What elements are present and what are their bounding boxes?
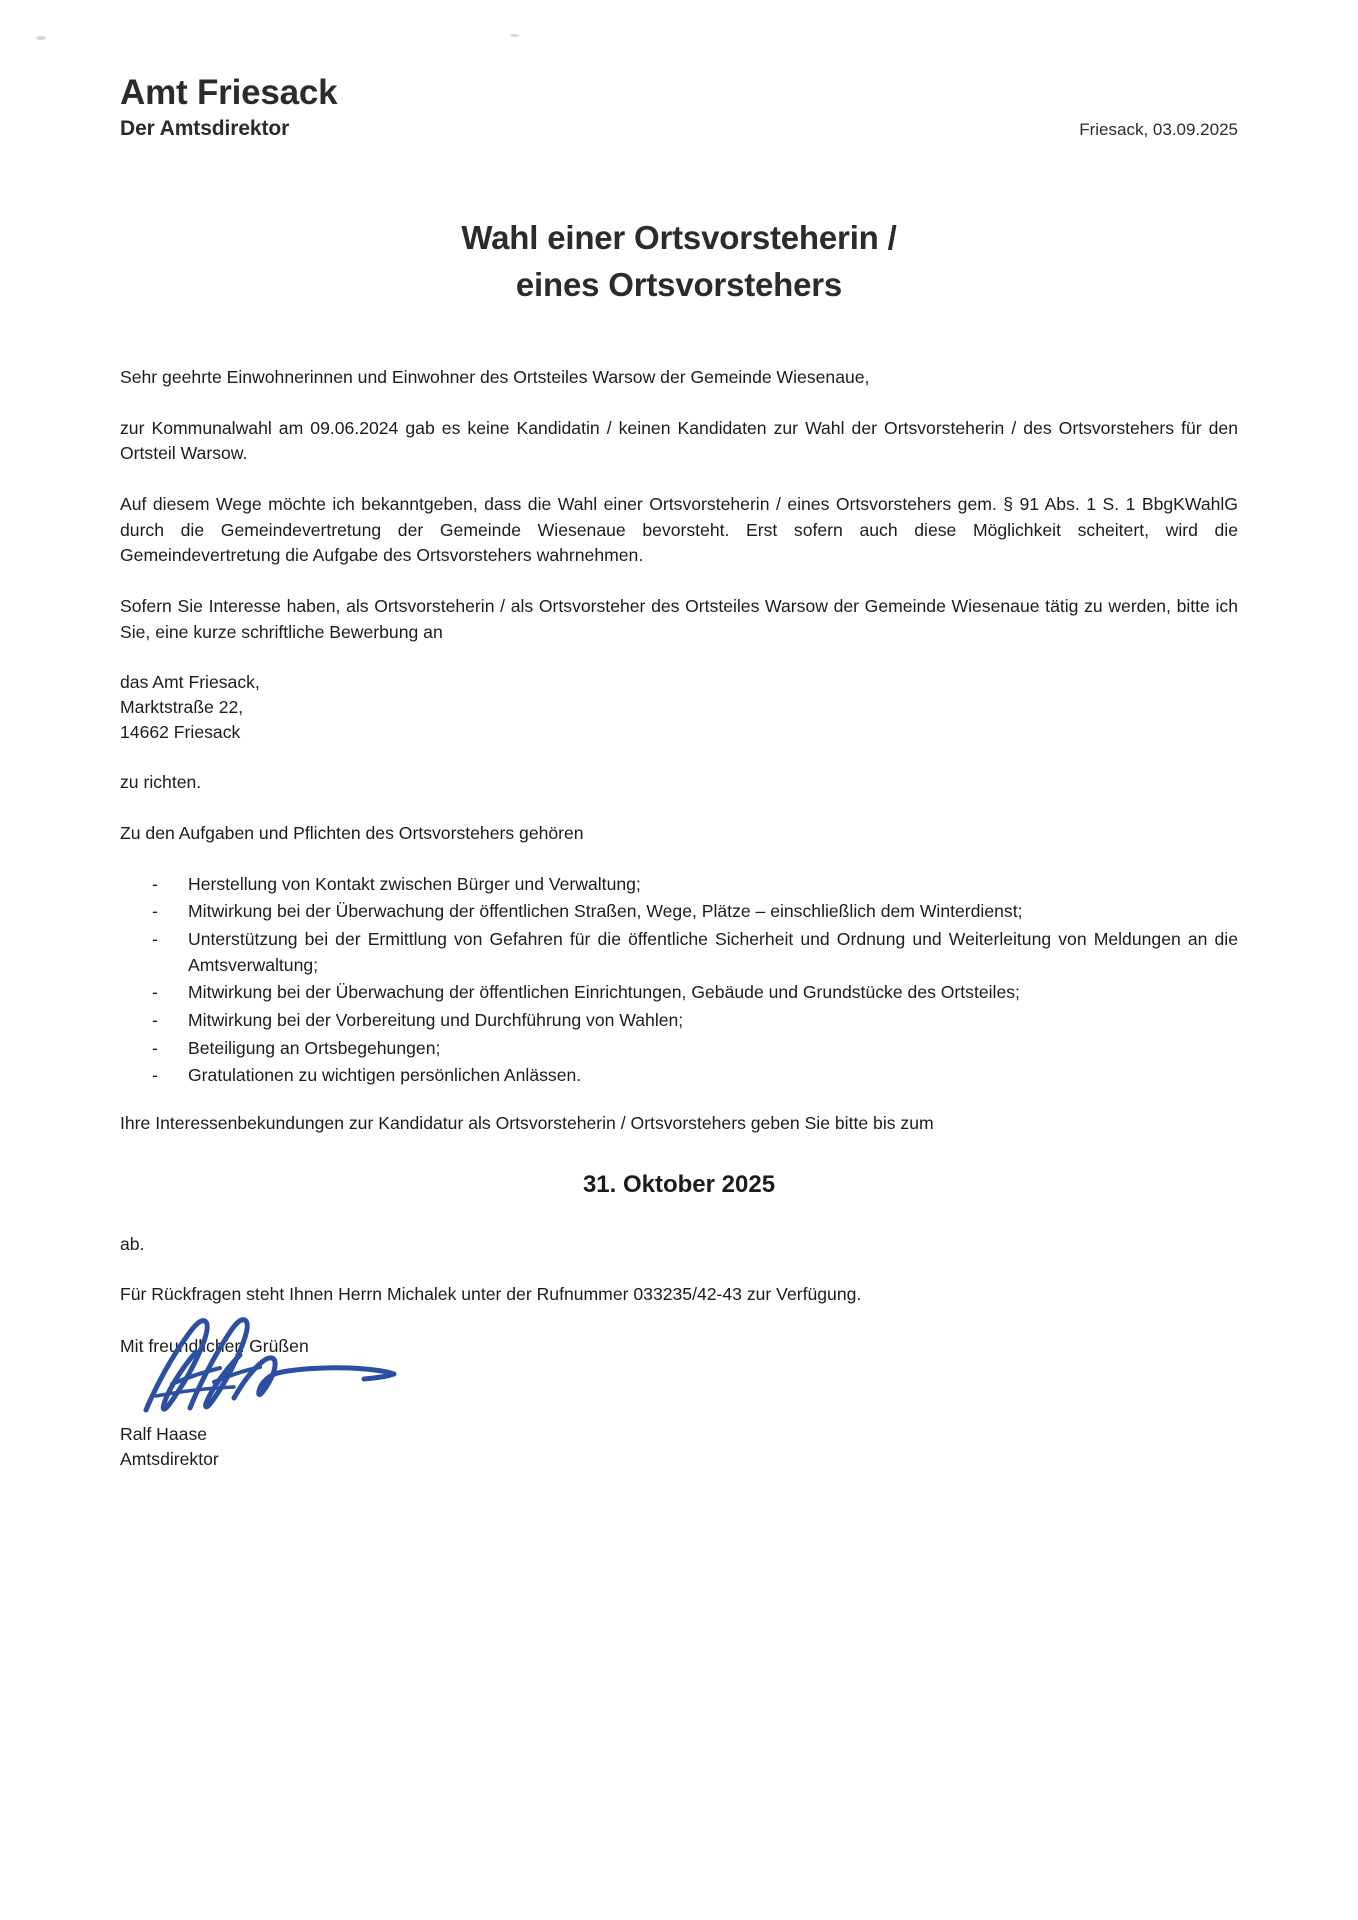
duties-list-item (120, 927, 1238, 978)
document-title-line-1: Wahl einer Ortsvorsteherin / (461, 219, 897, 257)
duties-list-item-text: Unterstützung bei der Ermittlung von Gefahren für die öffentliche Sicherheit und Ordnung und Weiterleitung von Meldungen an die Amtsverwaltung; (188, 928, 1238, 975)
duties-intro: Zu den Aufgaben und Pflichten des Ortsvorstehers gehören (120, 822, 584, 843)
document-title-line-2: eines Ortsvorstehers (515, 266, 843, 304)
paragraph-submission: Ihre Interessenbekundungen zur Kandidatur als Ortsvorsteherin / Ortsvorstehers geben Sie bitte bis zum (120, 1113, 934, 1134)
deadline-date: 31. Oktober 2025 (582, 1170, 776, 1198)
paragraph-ab: ab. (120, 1233, 145, 1254)
document-title (120, 215, 1238, 309)
duties-list-item-text: Mitwirkung bei der Überwachung der öffentlichen Einrichtungen, Gebäude und Grundstücke des Ortsteiles; (188, 982, 1020, 1003)
duties-list-item-text: Herstellung von Kontakt zwischen Bürger und Verwaltung; (188, 873, 641, 894)
duties-list-item-text: Gratulationen zu wichtigen persönlichen Anlässen. (188, 1065, 582, 1086)
duties-list (120, 872, 1238, 1089)
signer-role: Amtsdirektor (120, 1448, 219, 1469)
signer-name: Ralf Haase (120, 1423, 208, 1444)
duties-list-item-text: Beteiligung an Ortsbegehungen; (188, 1037, 441, 1058)
duties-list-item (120, 1036, 1238, 1062)
bullet-dash-icon: - (152, 873, 158, 894)
bullet-dash-icon: - (152, 1037, 158, 1058)
place-and-date: Friesack, 03.09.2025 (1079, 120, 1238, 140)
signer-details (120, 1422, 1238, 1472)
address-line-1: das Amt Friesack, (120, 672, 260, 693)
paragraph-interest: Sofern Sie Interesse haben, als Ortsvorsteherin / als Ortsvorsteher des Ortsteiles Warsow der Gemeinde Wiesenaue tätig zu werden, bitte ich Sie, eine kurze schriftliche Bewerbung an (120, 596, 1238, 642)
document-content (120, 0, 1238, 1472)
paragraph-direct-to: zu richten. (120, 772, 202, 793)
organization-role: Der Amtsdirektor (120, 117, 290, 141)
letter-body (120, 365, 1238, 1472)
bullet-dash-icon: - (152, 1065, 158, 1086)
handwritten-signature-image (138, 1312, 448, 1417)
signature-block (120, 1334, 1238, 1472)
duties-list-item (120, 980, 1238, 1006)
paragraph-election: zur Kommunalwahl am 09.06.2024 gab es keine Kandidatin / keinen Kandidaten zur Wahl der Ortsvorsteherin / des Ortsvorstehers für den Ortsteil Warsow. (120, 417, 1238, 464)
bullet-dash-icon: - (152, 901, 158, 922)
postal-address (120, 670, 1238, 745)
organization-name: Amt Friesack (120, 73, 338, 112)
closing-greeting: Mit freundlichen Grüßen (120, 1336, 309, 1357)
salutation: Sehr geehrte Einwohnerinnen und Einwohner des Ortsteiles Warsow der Gemeinde Wiesenaue, (120, 367, 870, 388)
scan-speckle (36, 36, 46, 40)
letterhead (120, 0, 1238, 141)
address-line-2: Marktstraße 22, (120, 697, 244, 718)
duties-list-item (120, 899, 1238, 925)
duties-list-item-text: Mitwirkung bei der Vorbereitung und Durchführung von Wahlen; (188, 1010, 684, 1030)
bullet-dash-icon: - (152, 982, 158, 1003)
duties-list-item (120, 1063, 1238, 1089)
paragraph-contact: Für Rückfragen steht Ihnen Herrn Michalek unter der Rufnummer 033235/42-43 zur Verfügung. (120, 1284, 862, 1305)
duties-list-item (120, 1008, 1238, 1034)
duties-list-item-text: Mitwirkung bei der Überwachung der öffentlichen Straßen, Wege, Plätze – einschließlich dem Winterdienst; (188, 901, 1023, 922)
duties-list-item (120, 872, 1238, 898)
bullet-dash-icon: - (152, 1010, 158, 1030)
address-line-3: 14662 Friesack (120, 722, 241, 743)
letterhead-row (120, 117, 1238, 141)
paragraph-announcement: Auf diesem Wege möchte ich bekanntgeben, dass die Wahl einer Ortsvorsteherin / eines Ortsvorstehers gem. § 91 Abs. 1 S. 1 BbgKWahlG durch die Gemeindevertretung der Gemeinde Wiesenaue bevorsteht. Erst sofern auch diese Möglichkeit scheitert, wird die Gemeindevertretung die Aufgabe des Ortsvorstehers wahrnehmen. (120, 494, 1238, 566)
bullet-dash-icon: - (152, 928, 158, 949)
